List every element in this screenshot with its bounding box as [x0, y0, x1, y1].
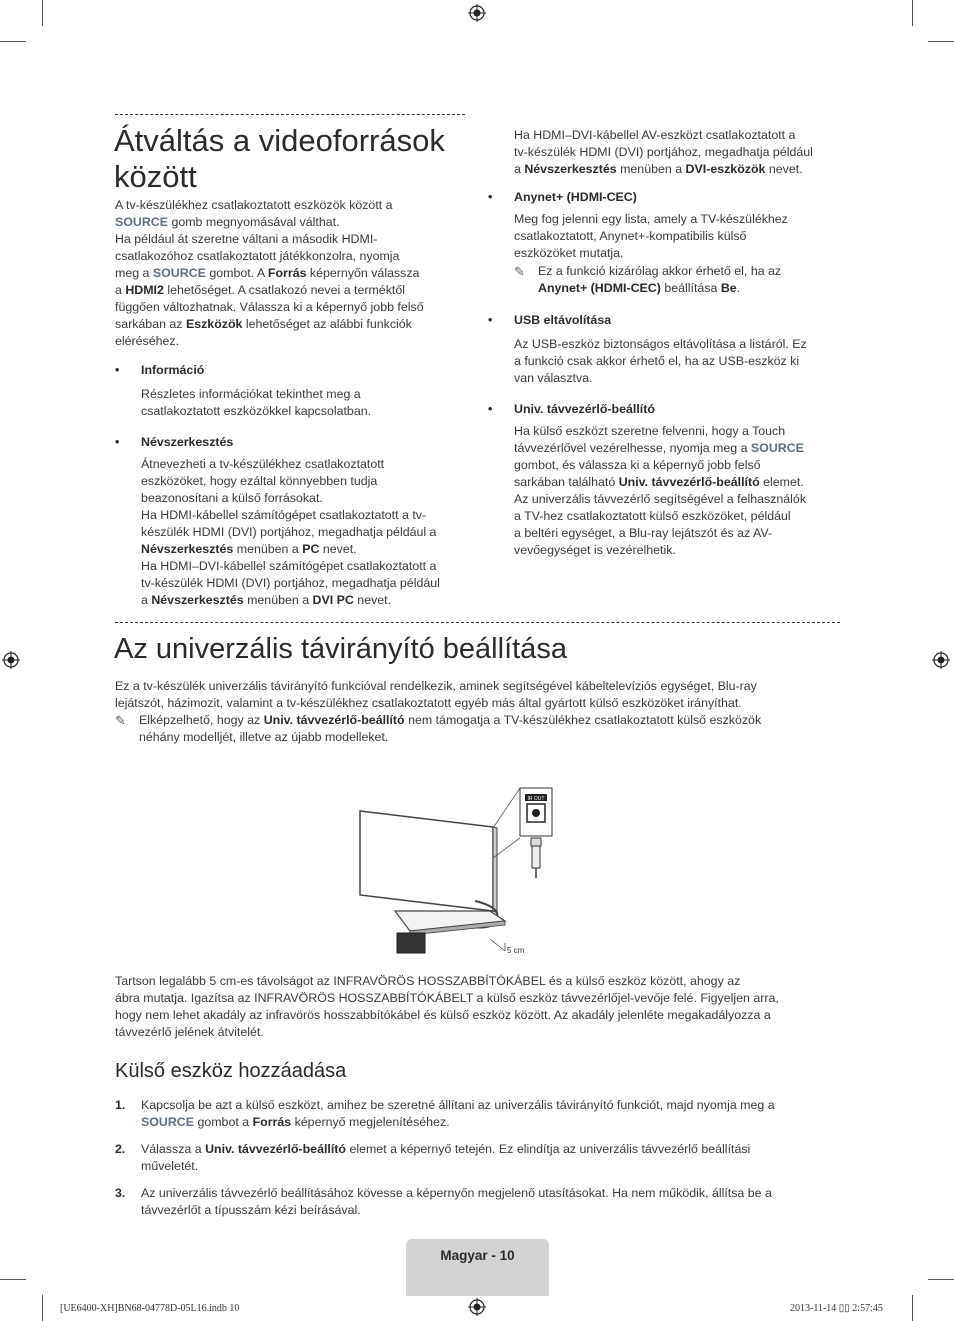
step-item: 3. Az univerzális távvezérlő beállításához kövesse a képernyőn megjelenő utasításokat. Ha nem működik, állítsa be a távvezérlőt a típusszám kézi beírásával. [115, 1186, 772, 1217]
crop-mark [0, 1279, 26, 1280]
registration-mark-icon [468, 1298, 486, 1316]
imprint-right: 2013-11-14 ▯▯ 2:57:45 [790, 1303, 883, 1314]
note: ✎ Ez a funkció kizárólag akkor érhető el, ha az Anynet+ (HDMI-CEC) beállítása Be. [514, 264, 782, 295]
right-column [488, 127, 848, 559]
crop-mark [912, 0, 913, 26]
note-block [488, 263, 848, 297]
bullet-heading-universal-remote: • Univ. távvezérlő-beállító [488, 401, 848, 418]
section-title [114, 123, 445, 195]
crop-mark [912, 1295, 913, 1321]
registration-mark-icon [2, 651, 20, 669]
crop-mark [928, 41, 954, 42]
section-divider [115, 114, 465, 115]
title-line: között [114, 159, 197, 194]
body-paragraph: Ha például át szeretne váltani a második HDMI- csatlakozóhoz csatlakoztatott játékkonzolra, nyomja meg a SOURCE gombot. A Forrás képernyőn válassza a HDMI2 lehetőséget. A csatlakozó nevei a terméktől függően változhatnak. Válassza ki a képernyő jobb felső sarkában az Eszközök lehetőséget az alábbi funkciók eléréséhez. [115, 232, 424, 348]
bullet-heading-information: • Információ [115, 362, 475, 379]
title-line: Átváltás a videoforrások [114, 123, 445, 158]
section-divider [115, 622, 840, 623]
step-number: 3. [115, 1186, 126, 1200]
pencil-note-icon: ✎ [115, 713, 126, 728]
ir-blaster-illustration [397, 933, 425, 953]
step-item: 2. Válassza a Univ. távvezérlő-beállító elemet a képernyő tetején. Ez elindítja az univerzális távvezérlő beállítási műveletét. [115, 1142, 751, 1173]
step-number: 1. [115, 1098, 126, 1112]
section2-body [115, 678, 845, 746]
intro-paragraph: A tv-készülékhez csatlakoztatott eszközök között a SOURCE gomb megnyomásával válthat. [115, 198, 393, 229]
crop-mark [42, 1295, 43, 1321]
bullet-heading-usb: • USB eltávolítása [488, 312, 848, 329]
ir-extender-diagram [355, 783, 605, 961]
bullet-body: Az USB-eszköz biztonságos eltávolítása a listáról. Ez a funkció csak akkor érhető el, ha az USB-eszköz ki van választva. [514, 337, 807, 385]
bullet-heading-anynet: • Anynet+ (HDMI-CEC) [488, 189, 848, 206]
section-title: Az univerzális távirányító beállítása [114, 633, 567, 665]
note: ✎ Elképzelhető, hogy az Univ. távvezérlő-beállító nem támogatja a TV-készülékhez csatlakoztatott külső eszközök néhány modelljét, illetve az újabb modelleket. [115, 713, 762, 744]
body-paragraph: Tartson legalább 5 cm-es távolságot az INFRAVÖRÖS HOSSZABBÍTÓKÁBEL és a külső eszköz között, ahogy az ábra mutatja. Igazítsa az INFRAVÖRÖS HOSSZABBÍTÓKÁBELT a külső eszköz távvezérlőjel-vevője felé. Figyeljen arra, hogy nem lehet akadály az infravörös hosszabbítókábel és külső eszköz között. Az akadály jelenléte megakadályozza a távvezérlő jelének átvitelét. [115, 974, 779, 1039]
crop-mark [928, 1279, 954, 1280]
page-number-tab [406, 1239, 549, 1296]
ir-out-label: IR OUT [527, 796, 545, 802]
page-number: Magyar - 10 [440, 1248, 515, 1263]
step-number: 2. [115, 1142, 126, 1156]
crop-mark [0, 41, 26, 42]
bullet-body: Átnevezheti a tv-készülékhez csatlakoztatott eszközöket, hogy ezáltal könnyebben tudja beazonosítani a külső forrásokat. Ha HDMI-kábellel számítógépet csatlakoztatott a tv- készülék HDMI (DVI) portjához, megadhatja például a Névszerkesztés menüben a PC nevet. Ha HDMI–DVI-kábellel számítógépet csatlakoztatott a tv-készülék HDMI (DVI) portjához, megadhatja például a Névszerkesztés menüben a DVI PC nevet. [141, 457, 440, 607]
distance-label: 5 cm [507, 946, 525, 955]
bullet-body: Meg fog jelenni egy lista, amely a TV-készülékhez csatlakoztatott, Anynet+-kompatibilis külső eszközöket mutatja. [514, 212, 788, 260]
left-column [115, 197, 475, 609]
bullet-body: Ha külső eszközt szeretne felvenni, hogy a Touch távvezérlővel vezérelhesse, nyomja meg a SOURCE gombot, és válassza ki a képernyő jobb felső sarkában található Univ. távvezérlő-beállító elemet. Az univerzális távvezérlő segítségével a felhasználók a TV-hez csatlakoztatott külső eszközöket, például a beltéri egységet, a Blu-ray lejátszót és az AV- vevőegységet is vezérelhetik. [514, 424, 807, 557]
registration-mark-icon [932, 651, 950, 669]
tv-illustration [360, 811, 493, 911]
imprint-left: [UE6400-XH]BN68-04778D-05L16.indb 10 [60, 1303, 240, 1314]
section2-body-2 [115, 973, 845, 1041]
body-paragraph: Ha HDMI–DVI-kábellel AV-eszközt csatlakoztatott a tv-készülék HDMI (DVI) portjához, megadhatja például a Névszerkesztés menüben a DVI-eszközök nevet. [514, 128, 813, 176]
pencil-note-icon: ✎ [514, 264, 525, 279]
bullet-body: Részletes információkat tekinthet meg a csatlakoztatott eszközökkel kapcsolatban. [141, 387, 372, 418]
crop-mark [42, 0, 43, 26]
registration-mark-icon [468, 4, 486, 22]
step-item: 1. Kapcsolja be azt a külső eszközt, amihez be szeretné állítani az univerzális távirányító funkciót, majd nyomja meg a SOURCE gombot a Forrás képernyő megjelenítéséhez. [115, 1098, 775, 1129]
steps-list [115, 1097, 845, 1219]
subsection-title: Külső eszköz hozzáadása [115, 1060, 347, 1082]
body-paragraph: Ez a tv-készülék univerzális távirányító funkcióval rendelkezik, aminek segítségével kábeltelevíziós egységet, Blu-ray lejátszót, házimozit, valamint a tv-készülékhez csatlakoztatott egyéb más által gyártott külső eszközöket irányíthat. [115, 679, 757, 710]
bullet-heading-rename: • Névszerkesztés [115, 434, 475, 451]
